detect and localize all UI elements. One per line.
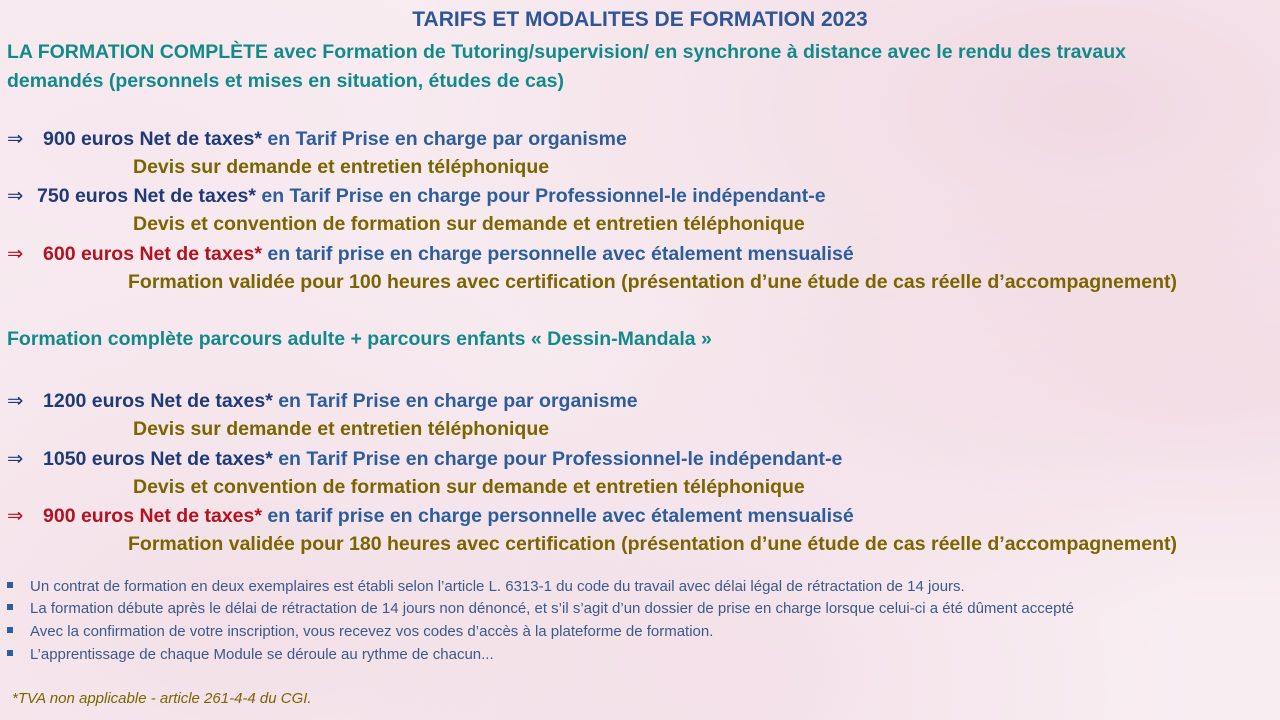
- price-row-independant-2: [7, 447, 842, 471]
- bullet-square-icon: [7, 627, 13, 633]
- price-detail: Formation validée pour 180 heures avec certification (présentation d’une étude de cas réelle d’accompagnement): [128, 533, 1177, 555]
- bullet-text: Avec la confirmation de votre inscription, vous recevez vos codes d’accès à la plateforme de formation.: [30, 623, 714, 640]
- price-value: 750 euros Net de taxes*: [37, 185, 256, 207]
- section1-heading-bold: LA FORMATION COMPLÈTE: [7, 41, 269, 63]
- price-detail: Devis et convention de formation sur demande et entretien téléphonique: [133, 476, 805, 498]
- arrow-icon: ⇒: [7, 128, 24, 150]
- price-value: 900 euros Net de taxes*: [43, 128, 262, 150]
- bullet-text: Un contrat de formation en deux exemplaires est établi selon l’article L. 6313-1 du code du travail avec délai légal de rétractation de 14 jours.: [30, 578, 965, 595]
- arrow-icon: ⇒: [7, 390, 24, 412]
- bullet-item: [7, 578, 965, 595]
- price-description: en Tarif Prise en charge pour Professionnel-le indépendant-e: [272, 448, 843, 470]
- section2-heading: Formation complète parcours adulte + parcours enfants « Dessin-Mandala »: [7, 328, 712, 350]
- price-row-organisme-2: [7, 389, 638, 413]
- page-title: TARIFS ET MODALITES DE FORMATION 2023: [412, 8, 868, 31]
- price-value: 1200 euros Net de taxes*: [43, 390, 273, 412]
- bullet-text: L’apprentissage de chaque Module se déroule au rythme de chacun...: [30, 646, 494, 663]
- price-value: 600 euros Net de taxes*: [43, 243, 262, 265]
- arrow-icon: ⇒: [7, 185, 24, 207]
- arrow-icon: ⇒: [7, 448, 24, 470]
- price-description: en Tarif Prise en charge par organisme: [261, 128, 627, 150]
- price-row-personnelle-2: [7, 504, 854, 528]
- section1-heading-rest: avec Formation de Tutoring/supervision/ en synchrone à distance avec le rendu des travaux: [268, 41, 1126, 63]
- price-description: en tarif prise en charge personnelle avec étalement mensualisé: [261, 505, 854, 527]
- bullet-text: La formation débute après le délai de rétractation de 14 jours non dénoncé, et s’il s’agit d’un dossier de prise en charge lorsque celui-ci a été dûment accepté: [30, 600, 1074, 617]
- price-detail: Devis sur demande et entretien téléphonique: [133, 418, 550, 440]
- price-row-organisme-1: [7, 127, 627, 151]
- price-value: 1050 euros Net de taxes*: [43, 448, 273, 470]
- bullet-square-icon: [7, 650, 13, 656]
- arrow-icon: ⇒: [7, 505, 24, 527]
- price-description: en Tarif Prise en charge par organisme: [272, 390, 638, 412]
- price-row-personnelle-1: [7, 242, 854, 266]
- bullet-item: [7, 600, 1074, 617]
- section1-heading-line1: [7, 41, 1126, 64]
- price-detail: Formation validée pour 100 heures avec certification (présentation d’une étude de cas réelle d’accompagnement): [128, 271, 1177, 293]
- price-description: en tarif prise en charge personnelle avec étalement mensualisé: [261, 243, 854, 265]
- price-value: 900 euros Net de taxes*: [43, 505, 262, 527]
- bullet-square-icon: [7, 604, 13, 610]
- bullet-square-icon: [7, 582, 13, 588]
- price-detail: Devis et convention de formation sur demande et entretien téléphonique: [133, 213, 805, 235]
- section1-heading-line2: demandés (personnels et mises en situation, études de cas): [7, 70, 565, 92]
- price-description: en Tarif Prise en charge pour Professionnel-le indépendant-e: [255, 185, 826, 207]
- price-row-independant-1: [7, 184, 826, 208]
- bullet-item: [7, 623, 713, 640]
- price-detail: Devis sur demande et entretien téléphonique: [133, 156, 550, 178]
- bullet-item: [7, 646, 494, 663]
- arrow-icon: ⇒: [7, 243, 24, 265]
- footnote: *TVA non applicable - article 261-4-4 du CGI.: [12, 690, 312, 707]
